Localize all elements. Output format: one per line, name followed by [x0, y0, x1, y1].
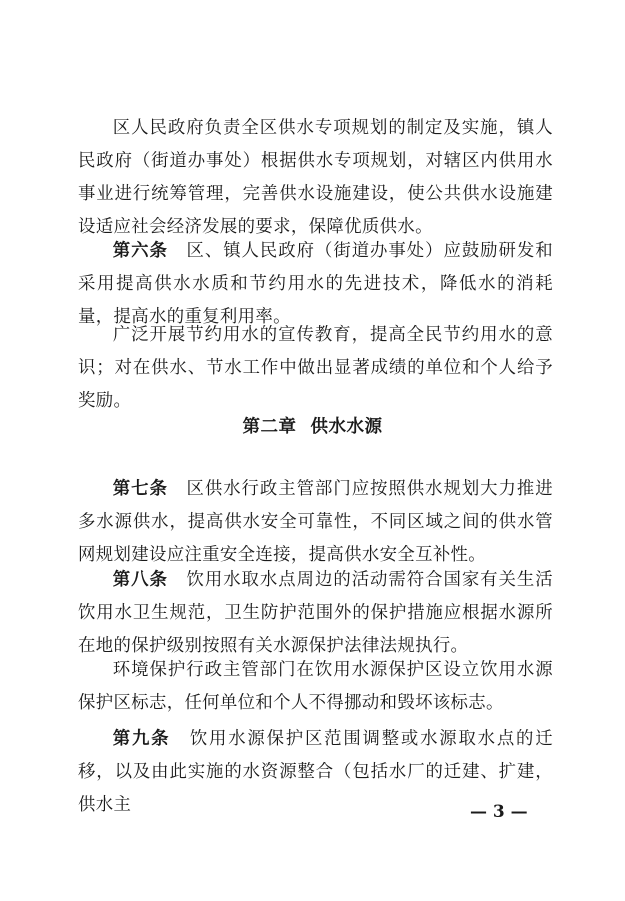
- chapter-heading: [0, 413, 625, 438]
- page-number: — 3 —: [470, 802, 528, 822]
- article-text: 区供水行政主管部门应按照供水规划大力推进多水源供水，提高供水安全可靠性，不同区域之间的供水管网规划建设应注重安全连接，提高供水安全互补性。: [78, 479, 553, 565]
- paragraph-text: 环境保护行政主管部门在饮用水源保护区设立饮用水源保护区标志，任何单位和个人不得挪动和毁坏该标志。: [78, 660, 553, 713]
- article-label: 第八条: [112, 570, 168, 590]
- article-text: 区、镇人民政府（街道办事处）应鼓励研发和采用提高供水水质和节约用水的先进技术，降低水的消耗量，提高水的重复利用率。: [78, 241, 553, 327]
- paragraph-text: 广泛开展节约用水的宣传教育，提高全民节约用水的意识；对在供水、节水工作中做出显著成绩的单位和个人给予奖励。: [78, 325, 553, 411]
- article-text: 饮用水取水点周边的活动需符合国家有关生活饮用水卫生规范，卫生防护范围外的保护措施应根据水源所在地的保护级别按照有关水源保护法律法规执行。: [78, 570, 553, 656]
- article-7: [78, 473, 553, 572]
- article-label: 第九条: [112, 729, 171, 749]
- chapter-number: 第二章: [242, 417, 297, 437]
- paragraph-water-saving-promotion: [78, 319, 553, 418]
- paragraph-text: 区人民政府负责全区供水专项规划的制定及实施，镇人民政府（街道办事处）根据供水专项规划，对辖区内供用水事业进行统筹管理，完善供水设施建设，使公共供水设施建设适应社会经济发展的要求，保障优质供水。: [78, 118, 553, 237]
- chapter-title: 供水水源: [310, 417, 383, 437]
- paragraph-protection-signs: [78, 654, 553, 720]
- article-text: 饮用水源保护区范围调整或水源取水点的迁移，以及由此实施的水资源整合（包括水厂的迁建、扩建，供水主: [78, 729, 553, 815]
- article-label: 第七条: [112, 479, 168, 499]
- paragraph-district-plan: [78, 112, 553, 244]
- article-label: 第六条: [112, 241, 168, 261]
- article-8: [78, 564, 553, 663]
